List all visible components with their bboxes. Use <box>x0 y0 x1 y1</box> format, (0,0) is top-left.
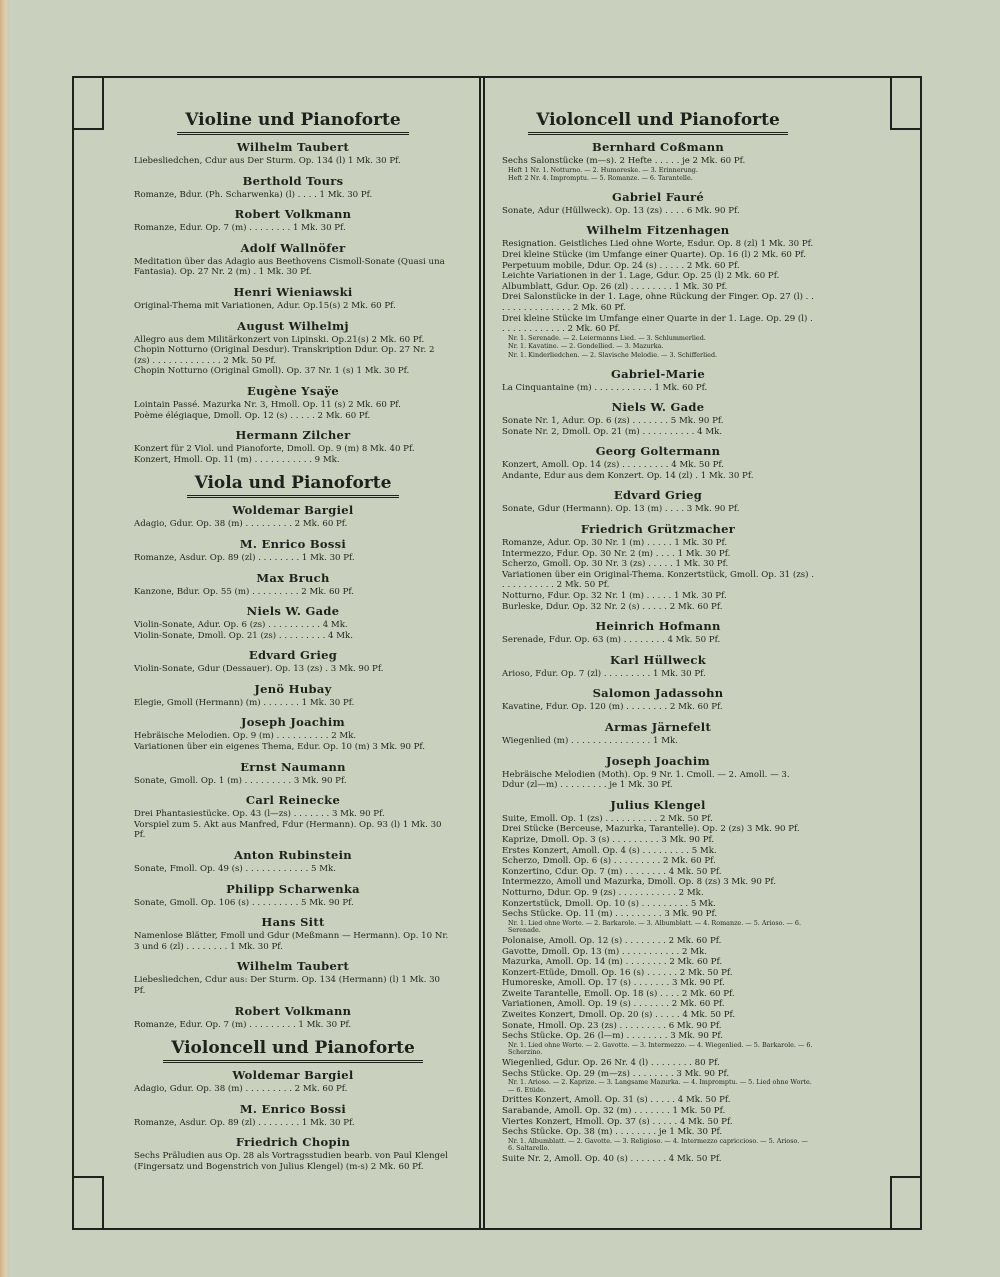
catalog-entry: Intermezzo, Amoll und Mazurka, Dmoll. Op. 8 (zs) 3 Mk. 90 Pf. <box>502 877 776 888</box>
composer-name: Julius Klengel <box>610 797 706 812</box>
composer-name: Adolf Wallnöfer <box>240 240 346 255</box>
catalog-note: Nr. 1. Serenade. — 2. Leiermanns Lied. — 3. Schlummerlied. <box>508 333 706 342</box>
composer-name: Robert Volkmann <box>234 1003 352 1018</box>
right-column <box>502 102 814 1165</box>
composer-name: Wilhelm Fitzenhagen <box>586 223 730 238</box>
frame-corner-mark <box>890 128 920 130</box>
composer-name: Wilhelm Taubert <box>236 959 350 974</box>
catalog-entry: Romanze, Asdur. Op. 89 (zl) . . . . . . . . 1 Mk. 30 Pf. <box>134 552 355 563</box>
composer-name: Armas Järnefelt <box>604 720 712 734</box>
catalog-entry: Notturno, Fdur. Op. 32 Nr. 1 (m) . . . . . 1 Mk. 30 Pf. <box>502 591 727 602</box>
catalog-entry: Suite Nr. 2, Amoll. Op. 40 (s) . . . . . . . 4 Mk. 50 Pf. <box>502 1153 722 1164</box>
catalog-entry: Konzert-Etüde, Dmoll. Op. 16 (s) . . . . . . 2 Mk. 50 Pf. <box>502 967 733 978</box>
composer-name: Hermann Zilcher <box>235 428 351 443</box>
composer-name: Robert Volkmann <box>234 207 352 222</box>
catalog-entry: Burleske, Ddur. Op. 32 Nr. 2 (s) . . . . . 2 Mk. 60 Pf. <box>502 601 723 612</box>
composer-name: Philipp Scharwenka <box>226 881 360 896</box>
page-edge <box>0 0 9 1277</box>
catalog-note: Nr. 1. Kinderliedchen. — 2. Slavische Melodie. — 3. Schifferlied. <box>508 350 718 359</box>
catalog-entry: Lointain Passé. Mazurka Nr. 3, Hmoll. Op. 11 (s) 2 Mk. 60 Pf. <box>134 399 401 410</box>
catalog-entry: Sonate, Hmoll. Op. 23 (zs) . . . . . . . . . 6 Mk. 90 Pf. <box>502 1020 722 1031</box>
catalog-entry: Sechs Stücke. Op. 29 (m—zs) . . . . . . . . 3 Mk. 90 Pf. <box>502 1068 730 1079</box>
catalog-entry: Violin-Sonate, Adur. Op. 6 (zs) . . . . . . . . . . 4 Mk. <box>134 620 348 631</box>
catalog-entry: Kavatine, Fdur. Op. 120 (m) . . . . . . . . 2 Mk. 60 Pf. <box>502 702 723 713</box>
catalog-note: Nr. 1. Kavatine. — 2. Gondellied. — 3. Mazurka. <box>508 342 664 351</box>
composer-name: Carl Reinecke <box>245 793 341 808</box>
left-column <box>134 102 452 1173</box>
composer-name: Henri Wieniawski <box>233 284 353 299</box>
catalog-entry: Konzert, Amoll. Op. 14 (zs) . . . . . . . . . 4 Mk. 50 Pf. <box>502 460 724 471</box>
composer-name: Salomon Jadassohn <box>592 686 724 701</box>
catalog-entry: Romanze, Asdur. Op. 89 (zl) . . . . . . . . 1 Mk. 30 Pf. <box>134 1117 355 1128</box>
catalog-note: Heft 2 Nr. 4. Impromptu. — 5. Romanze. — 6. Tarantelle. <box>508 174 693 183</box>
composer-name: Edvard Grieg <box>613 488 703 503</box>
composer-name: Edvard Grieg <box>248 648 338 663</box>
catalog-entry: Violin-Sonate, Gdur (Dessauer). Op. 13 (zs) . 3 Mk. 90 Pf. <box>134 664 384 675</box>
catalog-entry: Albumblatt, Gdur. Op. 26 (zl) . . . . . . . . 1 Mk. 30 Pf. <box>502 281 728 292</box>
catalog-entry: Zweites Konzert, Dmoll. Op. 20 (s) . . . . . 4 Mk. 50 Pf. <box>502 1010 736 1021</box>
section-title-text: Viola und Pianoforte <box>187 473 400 498</box>
catalog-entry: Drei Salonstücke in der 1. Lage, ohne Rückung der Finger. Op. 27 (l) . . . . . . . . . . . . . . . 2 Mk. 60 Pf. <box>502 292 814 313</box>
composer-name: Karl Hüllweck <box>610 652 706 667</box>
section-title <box>134 110 452 130</box>
catalog-entry: Drei kleine Stücke (im Umfange einer Quarte). Op. 16 (l) 2 Mk. 60 Pf. <box>502 249 806 260</box>
catalog-entry: Drittes Konzert, Amoll. Op. 31 (s) . . . . . 4 Mk. 50 Pf. <box>502 1095 731 1106</box>
catalog-entry: Allegro aus dem Militärkonzert von Lipinski. Op.21(s) 2 Mk. 60 Pf. <box>134 334 425 345</box>
catalog-entry: Sechs Salonstücke (m—s). 2 Hefte . . . . . je 2 Mk. 60 Pf. <box>502 156 746 166</box>
composer-name: Gabriel Fauré <box>611 189 705 204</box>
page-frame <box>72 76 922 1230</box>
composer-name: Eugène Ysaÿe <box>247 383 339 398</box>
catalog-entry: Original-Thema mit Variationen, Adur. Op.15(s) 2 Mk. 60 Pf. <box>134 300 396 311</box>
composer-name: Hans Sitt <box>261 915 325 930</box>
frame-corner-mark <box>890 1176 920 1178</box>
catalog-entry: Romanze, Edur. Op. 7 (m) . . . . . . . . . 1 Mk. 30 Pf. <box>134 1019 352 1030</box>
composer-name: Friedrich Chopin <box>235 1135 351 1150</box>
composer-name: Berthold Tours <box>242 173 344 188</box>
catalog-entry: Violin-Sonate, Dmoll. Op. 21 (zs) . . . . . . . . . 4 Mk. <box>134 630 353 641</box>
catalog-entry: Drei Stücke (Berceuse, Mazurka, Tarantelle). Op. 2 (zs) 3 Mk. 90 Pf. <box>502 824 800 835</box>
catalog-entry: Liebesliedchen, Cdur aus Der Sturm. Op. 134 (l) 1 Mk. 30 Pf. <box>134 156 401 166</box>
composer-name: Joseph Joachim <box>606 753 710 768</box>
catalog-entry: Serenade, Fdur. Op. 63 (m) . . . . . . . . 4 Mk. 50 Pf. <box>502 635 721 646</box>
catalog-entry: Arioso, Fdur. Op. 7 (zl) . . . . . . . . . 1 Mk. 30 Pf. <box>502 668 706 679</box>
catalog-entry: Scherzo, Dmoll. Op. 6 (s) . . . . . . . . . 2 Mk. 60 Pf. <box>502 856 716 867</box>
catalog-entry: Gavotte, Dmoll. Op. 13 (m) . . . . . . . . . . . 2 Mk. <box>502 946 707 957</box>
catalog-entry: Liebesliedchen, Cdur aus: Der Sturm. Op. 134 (Hermann) (l) 1 Mk. 30 Pf. <box>134 975 441 996</box>
catalog-entry: Elegie, Gmoll (Hermann) (m) . . . . . . . 1 Mk. 30 Pf. <box>134 697 355 708</box>
catalog-note: Heft 1 Nr. 1. Notturno. — 2. Humoreske. — 3. Erinnerung. <box>508 165 698 174</box>
composer-name: M. Enrico Bossi <box>239 536 347 551</box>
catalog-entry: Namenlose Blätter, Fmoll und Gdur (Meßmann — Hermann). Op. 10 Nr. 3 und 6 (zl) . . . . . . . . 1 Mk. 30 Pf. <box>134 931 449 952</box>
catalog-note: Nr. 1. Arioso. — 2. Kaprize. — 3. Langsame Mazurka. — 4. Impromptu. — 5. Lied ohne Worte. — 6. Etüde. <box>508 1078 812 1094</box>
catalog-entry: Intermezzo, Fdur. Op. 30 Nr. 2 (m) . . . . 1 Mk. 30 Pf. <box>502 548 731 559</box>
section-title <box>134 473 452 493</box>
composer-name: Friedrich Grützmacher <box>580 522 736 537</box>
frame-corner-mark <box>74 128 104 130</box>
catalog-entry: Wiegenlied, Gdur. Op. 26 Nr. 4 (l) . . . . . . . . 80 Pf. <box>502 1058 720 1069</box>
catalog-entry: Suite, Emoll. Op. 1 (zs) . . . . . . . . . . 2 Mk. 50 Pf. <box>502 813 713 824</box>
frame-corner-mark <box>890 78 892 130</box>
catalog-entry: Sechs Stücke. Op. 11 (m) . . . . . . . . . 3 Mk. 90 Pf. <box>502 909 718 920</box>
catalog-note: Nr. 1. Lied ohne Worte. — 2. Barkarole. — 3. Albumblatt. — 4. Romanze. — 5. Arioso. — 6. Serenade. <box>508 918 801 935</box>
catalog-entry: Variationen über ein eigenes Thema, Edur. Op. 10 (m) 3 Mk. 90 Pf. <box>134 742 426 753</box>
frame-corner-mark <box>102 78 104 130</box>
catalog-entry: Polonaise, Amoll. Op. 12 (s) . . . . . . . . 2 Mk. 60 Pf. <box>502 935 722 946</box>
catalog-entry: Leichte Variationen in der 1. Lage, Gdur. Op. 25 (l) 2 Mk. 60 Pf. <box>502 271 780 282</box>
catalog-entry: Chopin Notturno (Original Gmoll). Op. 37 Nr. 1 (s) 1 Mk. 30 Pf. <box>134 366 410 377</box>
frame-corner-mark <box>102 1176 104 1228</box>
composer-name: Niels W. Gade <box>611 400 705 415</box>
catalog-entry: Romanze, Adur. Op. 30 Nr. 1 (m) . . . . . 1 Mk. 30 Pf. <box>502 538 728 549</box>
catalog-entry: Sonate, Adur (Hüllweck). Op. 13 (zs) . . . . 6 Mk. 90 Pf. <box>502 205 740 216</box>
catalog-entry: Sonate, Gmoll. Op. 106 (s) . . . . . . . . . 5 Mk. 90 Pf. <box>134 897 354 908</box>
catalog-entry: Poème élégiaque, Dmoll. Op. 12 (s) . . . . . 2 Mk. 60 Pf. <box>134 410 371 421</box>
catalog-entry: Drei Phantasiestücke. Op. 43 (l—zs) . . . . . . . 3 Mk. 90 Pf. <box>134 809 385 820</box>
catalog-entry: Sonate Nr. 1, Adur. Op. 6 (zs) . . . . . . . 5 Mk. 90 Pf. <box>502 416 724 427</box>
catalog-entry: Notturno, Ddur. Op. 9 (zs) . . . . . . . . . . . 2 Mk. <box>502 887 704 898</box>
composer-name: Heinrich Hofmann <box>595 619 721 634</box>
catalog-entry: Scherzo, Gmoll. Op. 30 Nr. 3 (zs) . . . . . 1 Mk. 30 Pf. <box>502 559 729 570</box>
catalog-entry: Konzert, Hmoll. Op. 11 (m) . . . . . . . . . . . 9 Mk. <box>134 454 340 465</box>
catalog-entry: Kanzone, Bdur. Op. 55 (m) . . . . . . . . . 2 Mk. 60 Pf. <box>134 586 354 597</box>
catalog-entry: Viertes Konzert, Hmoll. Op. 37 (s) . . . . . 4 Mk. 50 Pf. <box>502 1116 733 1127</box>
catalog-entry: Wiegenlied (m) . . . . . . . . . . . . . . . 1 Mk. <box>502 736 678 746</box>
frame-corner-mark <box>74 1176 104 1178</box>
catalog-note: Nr. 1. Albumblatt. — 2. Gavotte. — 3. Religioso. — 4. Intermezzo capriccioso. — 5. Arioso. — 6. Saltarello. <box>508 1136 808 1153</box>
section-title <box>502 110 814 130</box>
catalog-entry: Drei kleine Stücke im Umfange einer Quarte in der 1. Lage. Op. 29 (l) . . . . . . . . . . . . . 2 Mk. 60 Pf. <box>502 313 813 335</box>
catalog-entry: Sechs Stücke. Op. 26 (l—m) . . . . . . . . 3 Mk. 90 Pf. <box>502 1031 723 1042</box>
catalog-entry: Variationen über ein Original-Thema. Konzertstück, Gmoll. Op. 31 (zs) . . . . . . . . . . . 2 Mk. 50 Pf. <box>502 569 814 591</box>
catalog-entry: Humoreske, Amoll. Op. 17 (s) . . . . . . . 3 Mk. 90 Pf. <box>502 978 725 989</box>
catalog-entry: Kaprize, Dmoll. Op. 3 (s) . . . . . . . . . 3 Mk. 90 Pf. <box>502 834 715 845</box>
catalog-note: Nr. 1. Lied ohne Worte. — 2. Gavotte. — 3. Intermezzo. — 4. Wiegenlied. — 5. Barkarole. — 6. Scherzino. <box>508 1040 813 1057</box>
catalog-entry: Adagio, Gdur. Op. 38 (m) . . . . . . . . . 2 Mk. 60 Pf. <box>134 519 348 530</box>
section-title-text: Violoncell und Pianoforte <box>528 110 788 135</box>
catalog-entry: Erstes Konzert, Amoll. Op. 4 (s) . . . . . . . . . 5 Mk. <box>502 845 717 856</box>
section-title <box>134 1038 452 1058</box>
composer-name: Anton Rubinstein <box>234 848 352 863</box>
catalog-entry: Perpetuum mobile, Ddur. Op. 24 (s) . . . . . 2 Mk. 60 Pf. <box>502 260 740 271</box>
catalog-entry: Vorspiel zum 5. Akt aus Manfred, Fdur (Hermann). Op. 93 (l) 1 Mk. 30 Pf. <box>134 819 442 841</box>
composer-name: Ernst Naumann <box>240 759 346 774</box>
composer-name: Woldemar Bargiel <box>232 503 354 518</box>
composer-name: Gabriel-Marie <box>610 366 706 381</box>
catalog-entry: Konzertino, Cdur. Op. 7 (m) . . . . . . . . 4 Mk. 50 Pf. <box>502 866 722 877</box>
catalog-entry: Sonate, Gdur (Hermann). Op. 13 (m) . . . . 3 Mk. 90 Pf. <box>502 504 740 515</box>
catalog-entry: Konzertstück, Dmoll. Op. 10 (s) . . . . . . . . . 5 Mk. <box>502 898 716 909</box>
catalog-entry: Andante, Edur aus dem Konzert. Op. 14 (zl) . 1 Mk. 30 Pf. <box>502 470 754 481</box>
composer-name: Niels W. Gade <box>246 604 340 619</box>
catalog-entry: Sonate Nr. 2, Dmoll. Op. 21 (m) . . . . . . . . . . 4 Mk. <box>502 426 723 437</box>
column-divider <box>479 78 485 1228</box>
composer-name: Woldemar Bargiel <box>232 1068 354 1083</box>
catalog-entry: Romanze, Bdur. (Ph. Scharwenka) (l) . . . . 1 Mk. 30 Pf. <box>134 189 373 200</box>
catalog-entry: Sonate, Gmoll. Op. 1 (m) . . . . . . . . . 3 Mk. 90 Pf. <box>134 775 347 786</box>
catalog-entry: Hebräische Melodien (Moth). Op. 9 Nr. 1. Cmoll. — 2. Amoll. — 3. Ddur (zl—m) . . . . . . . . . je 1 Mk. 30 Pf. <box>502 769 790 791</box>
catalog-entry: Sonate, Fmoll. Op. 49 (s) . . . . . . . . . . . . 5 Mk. <box>134 864 336 875</box>
catalog-entry: Variationen, Amoll. Op. 19 (s) . . . . . . . 2 Mk. 60 Pf. <box>502 999 725 1010</box>
catalog-entry: Chopin Notturno (Original Desdur). Transkription Ddur. Op. 27 Nr. 2 (zs) . . . . . . . . . . . . . 2 Mk. 50 Pf. <box>134 345 435 366</box>
catalog-entry: Konzert für 2 Viol. und Pianoforte, Dmoll. Op. 9 (m) 8 Mk. 40 Pf. <box>134 444 415 455</box>
composer-name: Joseph Joachim <box>241 715 345 730</box>
composer-name: M. Enrico Bossi <box>239 1101 347 1116</box>
catalog-entry: Resignation. Geistliches Lied ohne Worte, Esdur. Op. 8 (zl) 1 Mk. 30 Pf. <box>502 239 814 250</box>
composer-name: Bernhard Coßmann <box>591 140 725 154</box>
catalog-entry: Romanze, Edur. Op. 7 (m) . . . . . . . . 1 Mk. 30 Pf. <box>134 223 346 234</box>
catalog-entry: Zweite Tarantelle, Emoll. Op. 18 (s) . . . . 2 Mk. 60 Pf. <box>502 988 735 999</box>
frame-corner-mark <box>890 1176 892 1228</box>
catalog-entry: Adagio, Gdur. Op. 38 (m) . . . . . . . . . 2 Mk. 60 Pf. <box>134 1084 348 1095</box>
composer-name: Wilhelm Taubert <box>236 140 350 154</box>
catalog-entry: Hebräische Melodien. Op. 9 (m) . . . . . . . . . . 2 Mk. <box>134 731 357 742</box>
catalog-entry: La Cinquantaine (m) . . . . . . . . . . . 1 Mk. 60 Pf. <box>502 382 708 393</box>
catalog-entry: Meditation über das Adagio aus Beethovens Cismoll-Sonate (Quasi una Fantasia). Op. 27 Nr. 2 (m) . 1 Mk. 30 Pf. <box>134 256 445 278</box>
catalog-entry: Sechs Präludien aus Op. 28 als Vortragsstudien bearb. von Paul Klengel (Fingersatz und Bogenstrich von Julius Klengel) (m-s) 2 Mk. 60 Pf. <box>134 1151 448 1172</box>
composer-name: Max Bruch <box>256 570 330 585</box>
catalog-entry: Sarabande, Amoll. Op. 32 (m) . . . . . . . 1 Mk. 50 Pf. <box>502 1106 726 1116</box>
composer-name: August Wilhelmj <box>237 318 349 333</box>
section-title-text: Violine und Pianoforte <box>177 110 408 135</box>
section-title-text: Violoncell und Pianoforte <box>163 1038 423 1063</box>
composer-name: Jenö Hubay <box>254 681 332 696</box>
composer-name: Georg Goltermann <box>595 444 721 459</box>
catalog-entry: Sechs Stücke. Op. 38 (m) . . . . . . . . je 1 Mk. 30 Pf. <box>502 1127 723 1138</box>
catalog-entry: Mazurka, Amoll. Op. 14 (m) . . . . . . . . 2 Mk. 60 Pf. <box>502 957 723 968</box>
